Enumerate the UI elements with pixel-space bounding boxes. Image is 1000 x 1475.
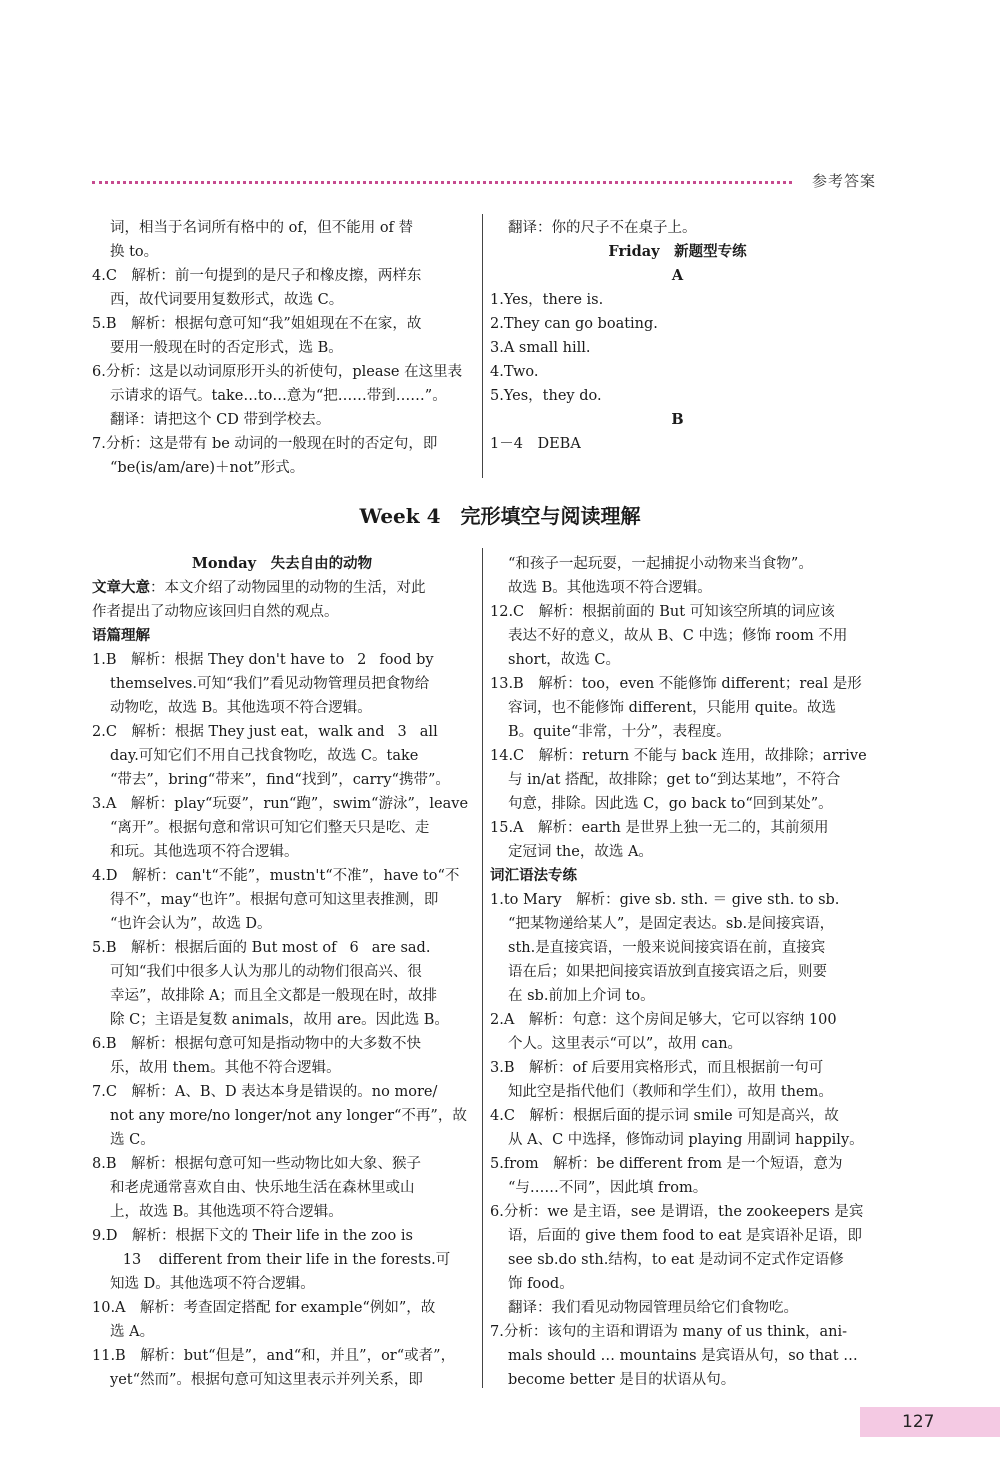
summary-line <box>92 576 472 600</box>
answer-line: 2.A 解析：句意：这个房间足够大，它可以容纳 100 <box>490 1012 837 1028</box>
answer-line: yet“然而”。根据句意可知这里表示并列关系，即 <box>110 1372 423 1388</box>
answer-line: 语，后面的 give them food to eat 是宾语补足语，即 <box>508 1228 863 1244</box>
answer-line: 13.B 解析：too，even 不能修饰 different；real 是形 <box>490 676 862 692</box>
answer-line: 4.C 解析：前一句提到的是尺子和橡皮擦，两样东 <box>92 268 422 284</box>
answer-line: 在 sb.前加上介词 to。 <box>508 988 655 1004</box>
answer-line: “把某物递给某人”，是固定表达。sb.是间接宾语， <box>508 916 835 932</box>
answer-q10: 10.A 解析：考查固定搭配 for example“例如”，故 <box>92 1300 436 1316</box>
answer-line: become better 是目的状语从句。 <box>508 1372 736 1388</box>
answer-line: B。quite“非常，十分”，表程度。 <box>508 724 731 740</box>
answer-line: 1.Yes，there is. <box>490 292 604 308</box>
answer-q2: 2.C 解析：根据 They just eat，walk and 3 all <box>92 720 472 744</box>
answer-line: 翻译：请把这个 CD 带到学校去。 <box>110 412 331 428</box>
answer-line: 示请求的语气。take…to…意为“把……带到……”。 <box>110 388 447 404</box>
answer-line: 可知“我们中很多人认为那儿的动物们很高兴、很 <box>110 964 422 980</box>
answer-line: 上，故选 B。其他选项不符合逻辑。 <box>110 1204 343 1220</box>
answer-line: 除 C；主语是复数 animals，故用 are。因此选 B。 <box>110 1012 449 1028</box>
answer-line: 定冠词 the，故选 A。 <box>508 844 653 860</box>
summary-line-2: 作者提出了动物应该回归自然的观点。 <box>92 604 339 620</box>
top-column-divider <box>482 214 483 478</box>
answer-line: 词汇语法专练 <box>490 867 577 884</box>
sub-heading-reading: 语篇理解 <box>92 627 150 644</box>
answer-line: 15.A 解析：earth 是世界上独一无二的，其前须用 <box>490 820 829 836</box>
summary-text: ：本文介绍了动物园里的动物的生活，对此 <box>150 580 426 596</box>
answer-line: 和老虎通常喜欢自由、快乐地生活在森林里或山 <box>110 1180 415 1196</box>
answer-line: day.可知它们不用自己找食物吃，故选 C。take <box>110 748 419 764</box>
answer-line: not any more/no longer/not any longer“不再”，故 <box>110 1108 467 1124</box>
answer-line: see sb.do sth.结构，to eat 是动词不定式作定语修 <box>508 1252 844 1268</box>
header-dotted-rule <box>92 181 792 184</box>
answer-line: 和玩。其他选项不符合逻辑。 <box>110 844 299 860</box>
answer-line: 饰 food。 <box>508 1276 574 1292</box>
answer-line: 个人。这里表示“可以”，故用 can。 <box>508 1036 743 1052</box>
blank-2: 2 <box>349 648 375 672</box>
answer-q7: 7.C 解析：A、B、D 表达本身是错误的。no more/ <box>92 1084 438 1100</box>
answer-line: 2.They can go boating. <box>490 316 658 332</box>
answer-line: “和孩子一起玩耍，一起捕捉小动物来当食物”。 <box>508 556 813 572</box>
answer-q11: 11.B 解析：but“但是”，and“和，并且”，or“或者”， <box>92 1348 456 1364</box>
answer-line: 语在后；如果把间接宾语放到直接宾语之后，则要 <box>508 964 827 980</box>
bottom-right-column <box>490 552 870 1388</box>
blank-3: 3 <box>389 720 415 744</box>
answer-line: Friday 新题型专练 <box>608 243 747 260</box>
answer-line: 表达不好的意义，故从 B、C 中选；修饰 room 不用 <box>508 628 848 644</box>
answer-line: B <box>671 411 684 428</box>
answer-line: 容词，也不能修饰 different，只能用 quite。故选 <box>508 700 836 716</box>
answer-q6: 6.B 解析：根据句意可知是指动物中的大多数不快 <box>92 1036 421 1052</box>
answer-line: 5.Yes，they do. <box>490 388 602 404</box>
answer-line: 选 A。 <box>110 1324 155 1340</box>
top-left-column <box>92 216 472 486</box>
answer-line: “与……不同”，因此填 from。 <box>508 1180 708 1196</box>
answer-line: 故选 B。其他选项不符合逻辑。 <box>508 580 712 596</box>
answer-line: “离开”。根据句意和常识可知它们整天只是吃、走 <box>110 820 430 836</box>
answer-q8: 8.B 解析：根据句意可知一些动物比如大象、猴子 <box>92 1156 421 1172</box>
page-number: 127 <box>902 1412 935 1432</box>
answer-line: 5.B 解析：根据句意可知“我”姐姐现在不在家，故 <box>92 316 422 332</box>
answer-line: 得不”，may“也许”。根据句意可知这里表推测，即 <box>110 892 439 908</box>
answer-line: 乐，故用 them。其他不符合逻辑。 <box>110 1060 341 1076</box>
answer-line: 选 C。 <box>110 1132 155 1148</box>
answer-line: 与 in/at 搭配，故排除；get to“到达某地”，不符合 <box>508 772 841 788</box>
bottom-left-column <box>92 552 472 1392</box>
answer-line: mals should … mountains 是宾语从句，so that … <box>508 1348 858 1364</box>
answer-q1: 1.B 解析：根据 They don't have to 2 food by <box>92 648 472 672</box>
answer-line: 幸运”，故排除 A；而且全文都是一般现在时，故排 <box>110 988 437 1004</box>
answer-line: 14.C 解析：return 不能与 back 连用，故排除；arrive <box>490 748 867 764</box>
answer-line: “带去”，bring“带来”，find“找到”，carry“携带”。 <box>110 772 450 788</box>
answer-line: 3.A small hill. <box>490 340 591 356</box>
answer-line: 翻译：你的尺子不在桌子上。 <box>508 220 697 236</box>
answer-line: 12.C 解析：根据前面的 But 可知该空所填的词应该 <box>490 604 835 620</box>
answer-line: 3.B 解析：of 后要用宾格形式，而且根据前一句可 <box>490 1060 824 1076</box>
header-label: 参考答案 <box>812 172 877 190</box>
answer-line: short，故选 C。 <box>508 652 620 668</box>
answer-line: A <box>671 267 684 284</box>
answer-line: “be(is/am/are)＋not”形式。 <box>110 460 305 476</box>
answer-line: 知此空是指代他们（教师和学生们），故用 them。 <box>508 1084 833 1100</box>
top-right-column <box>490 216 865 466</box>
answer-line: 7.分析：这是带有 be 动词的一般现在时的否定句，即 <box>92 436 438 452</box>
answer-line: 句意，排除。因此选 C，go back to“回到某处”。 <box>508 796 833 812</box>
answer-q3: 3.A 解析：play“玩耍”，run“跑”，swim“游泳”，leave <box>92 796 469 812</box>
answer-line: 要用一般现在时的否定形式，选 B。 <box>110 340 343 356</box>
answer-line: 1.to Mary 解析：give sb. sth. ＝ give sth. to sb. <box>490 892 840 908</box>
answer-line: 词，相当于名词所有格中的 of，但不能用 of 替 <box>110 220 414 236</box>
answer-line: 5.from 解析：be different from 是一个短语，意为 <box>490 1156 843 1172</box>
answer-line: 6.分析：we 是主语，see 是谓语，the zookeepers 是宾 <box>490 1204 864 1220</box>
week-title: Week 4 完形填空与阅读理解 <box>359 504 641 528</box>
answer-line: 7.分析：该句的主语和谓语为 many of us think，ani- <box>490 1324 848 1340</box>
answer-line: 13 different from their life in the forests.可 <box>92 1248 472 1272</box>
answer-line: 4.Two. <box>490 364 539 380</box>
answer-line: 从 A、C 中选择，修饰动词 playing 用副词 happily。 <box>508 1132 864 1148</box>
answer-q4: 4.D 解析：can't“不能”，mustn't“不准”，have to“不 <box>92 868 460 884</box>
answer-line: “也许会认为”，故选 D。 <box>110 916 272 932</box>
monday-section-title: Monday 失去自由的动物 <box>191 555 373 572</box>
answer-line: 1－4 DEBA <box>490 436 581 452</box>
answer-q5: 5.B 解析：根据后面的 But most of 6 are sad. <box>92 936 472 960</box>
answer-q9: 9.D 解析：根据下文的 Their life in the zoo is <box>92 1228 413 1244</box>
answer-line: 6.分析：这是以动词原形开头的祈使句，please 在这里表 <box>92 364 463 380</box>
answer-line: 4.C 解析：根据后面的提示词 smile 可知是高兴，故 <box>490 1108 839 1124</box>
blank-13: 13 <box>110 1248 154 1272</box>
answer-line: 动物吃，故选 B。其他选项不符合逻辑。 <box>110 700 372 716</box>
answer-line: sth.是直接宾语，一般来说间接宾语在前，直接宾 <box>508 940 826 956</box>
bottom-column-divider <box>482 548 483 1388</box>
summary-label: 文章大意 <box>92 579 150 596</box>
answer-line: themselves.可知“我们”看见动物管理员把食物给 <box>110 676 430 692</box>
answer-line: 翻译：我们看见动物园管理员给它们食物吃。 <box>508 1300 798 1316</box>
answer-line: 换 to。 <box>110 244 159 260</box>
answer-line: 知选 D。其他选项不符合逻辑。 <box>110 1276 315 1292</box>
answer-line: 西，故代词要用复数形式，故选 C。 <box>110 292 344 308</box>
blank-6: 6 <box>341 936 367 960</box>
